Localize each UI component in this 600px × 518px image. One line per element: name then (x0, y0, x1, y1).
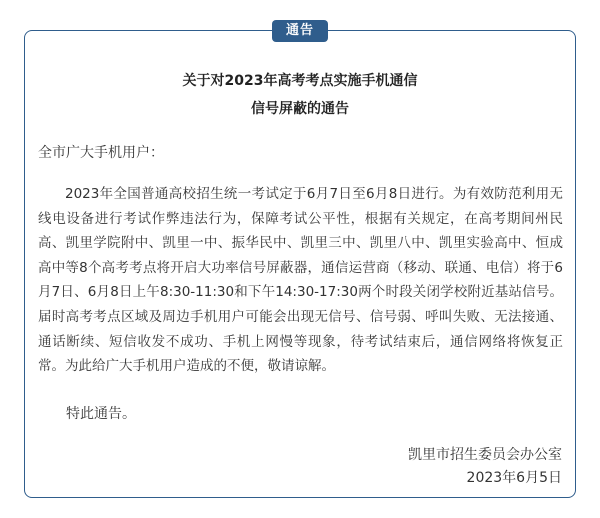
notice-body-paragraph: 2023年全国普通高校招生统一考试定于6月7日至6月8日进行。为有效防范利用无线电设备进行考试作弊违法行为，保障考试公平性，根据有关规定，在高考期间州民高、凯里学院附中、凯里一中、振华民中、凯里三中、凯里八中、凯里实验高中、恒成高中等8个高考考点将开启大功率信号屏蔽器，通信运营商（移动、联通、电信）将于6月7日、6月8日上午8:30-11:30和下午14:30-17:30两个时段关闭学校附近基站信号。届时高考考点区域及周边手机用户可能会出现无信号、信号弱、呼叫失败、无法接通、通话断续、短信收发不成功、手机上网慢等现象，待考试结束后，通信网络将恢复正常。为此给广大手机用户造成的不便，敬请谅解。 (38, 186, 563, 375)
notice-badge: 通告 (272, 20, 328, 42)
salutation: 全市广大手机用户： (38, 145, 164, 161)
closing-line: 特此通告。 (66, 406, 136, 422)
notice-title-line-2: 信号屏蔽的通告 (251, 101, 349, 117)
signature-organization: 凯里市招生委员会办公室 (408, 447, 562, 463)
signature-date: 2023年6月5日 (466, 470, 562, 486)
notice-title-line-1: 关于对2023年高考考点实施手机通信 (182, 73, 418, 89)
